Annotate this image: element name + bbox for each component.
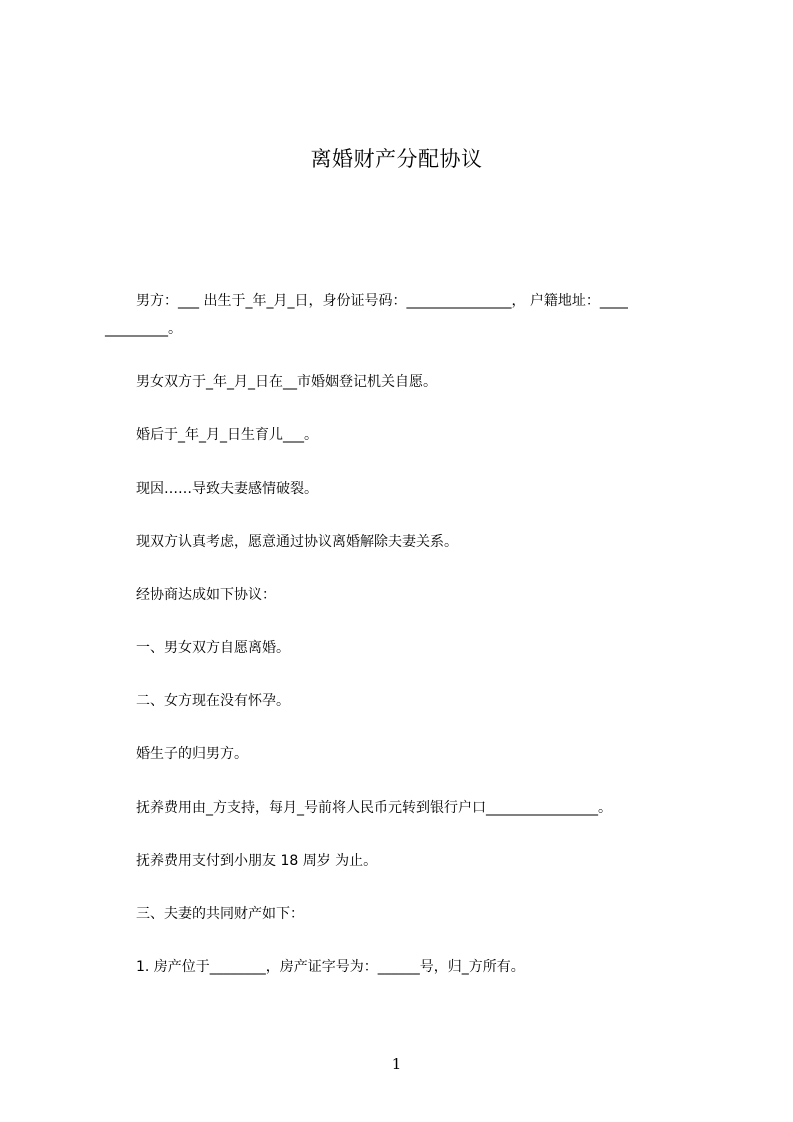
paragraph-divorce-reason: 现因……导致夫妻感情破裂。 <box>136 481 318 497</box>
paragraph-child-support: 抚养费用由_方支持，每月_号前将人民币元转到银行户口________________。 <box>136 800 612 816</box>
clause-three: 三、夫妻的共同财产如下： <box>136 906 304 922</box>
paragraph-divorce-decision: 现双方认真考虑，愿意通过协议离婚解除夫妻关系。 <box>136 534 458 550</box>
page-number: 1 <box>391 1055 402 1073</box>
paragraph-marriage-registration: 男女双方于_年_月_日在__市婚姻登记机关自愿。 <box>136 374 437 390</box>
paragraph-support-duration: 抚养费用支付到小朋友 18 周岁 为止。 <box>136 853 378 869</box>
document-title: 离婚财产分配协议 <box>310 147 483 171</box>
clause-two: 二、女方现在没有怀孕。 <box>136 693 290 709</box>
clause-one: 一、男女双方自愿离婚。 <box>136 640 290 656</box>
paragraph-child-custody: 婚生子的归男方。 <box>136 746 248 762</box>
paragraph-male-party-info-continued: _________。 <box>105 321 182 337</box>
paragraph-child-birth: 婚后于_年_月_日生育儿___。 <box>136 427 318 443</box>
property-item-house: 1. 房产位于________，房产证字号为：______号，归_方所有。 <box>136 959 525 975</box>
paragraph-agreement-intro: 经协商达成如下协议： <box>136 587 276 603</box>
paragraph-male-party-info: 男方：___ 出生于_年_月_日，身份证号码：_______________， 户籍地址：____ <box>136 293 628 309</box>
